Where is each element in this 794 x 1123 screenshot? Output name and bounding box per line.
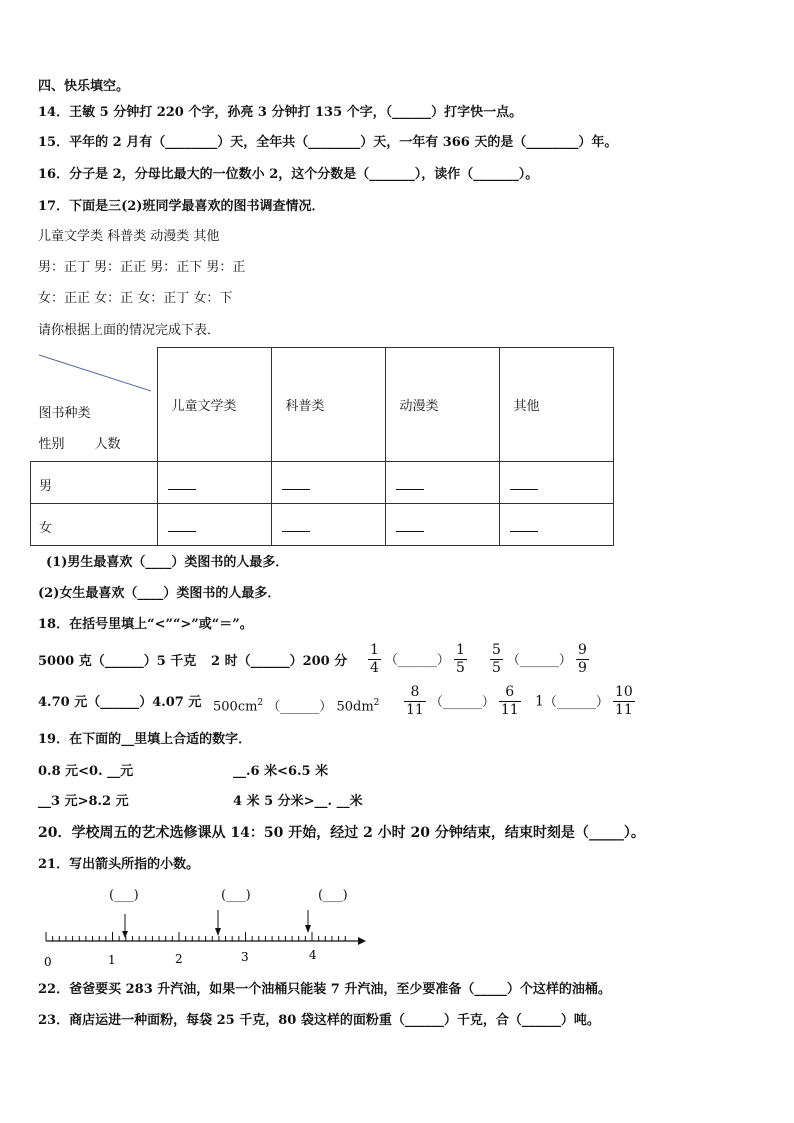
question-20: 20．学校周五的艺术选修课从 14：50 开始，经过 2 小时 20 分钟结束，结束时刻是（_____）。 <box>38 825 645 841</box>
col-header-label: 动漫类 <box>399 399 439 414</box>
q18-fraction-compare-3 <box>400 684 525 719</box>
question-19-title: 19．在下面的__里填上合适的数字． <box>38 732 252 747</box>
fraction <box>499 684 521 719</box>
denominator: 5 <box>492 660 501 676</box>
table-cell-blank[interactable] <box>157 462 271 504</box>
tick-label-2: 2 <box>175 952 183 966</box>
question-21-title: 21．写出箭头所指的小数。 <box>38 857 200 872</box>
col-header-label: 儿童文学类 <box>171 399 237 414</box>
fraction <box>454 642 467 677</box>
answer-blank <box>168 489 196 490</box>
fraction <box>613 684 635 719</box>
q17-instruction: 请你根据上面的情况完成下表． <box>38 323 221 338</box>
number-line-ticks <box>46 932 366 945</box>
col-header-2 <box>271 348 385 462</box>
row-label: 女 <box>39 521 53 536</box>
q18-item-b: 2 时（______）200 分 <box>211 654 348 669</box>
q17-categories-line: 儿童文学类 科普类 动漫类 其他 <box>38 229 220 244</box>
number-line <box>38 908 368 970</box>
answer-blank <box>510 531 538 532</box>
table-cell-blank[interactable] <box>385 504 499 546</box>
q18-fraction-compare-2 <box>486 642 593 677</box>
down-arrow-2 <box>215 910 221 936</box>
numerator: 8 <box>404 684 426 702</box>
table-cell-blank[interactable] <box>499 504 613 546</box>
area-left: 500cm <box>213 699 258 715</box>
q17-sub2: (2)女生最喜欢（____）类图书的人最多． <box>38 586 281 601</box>
answer-blank <box>282 531 310 532</box>
answer-blank <box>168 531 196 532</box>
question-17-intro: 17．下面是三(2)班同学最喜欢的图书调查情况． <box>38 199 325 214</box>
down-arrow-3 <box>305 910 311 933</box>
q19-item-a: 0.8 元<0. __元 <box>38 764 134 779</box>
header-book-type: 图书种类 <box>38 405 91 421</box>
col-header-label: 科普类 <box>285 399 325 414</box>
col-header-3 <box>385 348 499 462</box>
table-cell-blank[interactable] <box>157 504 271 546</box>
q17-girls-tally: 女：正正 女：正 女：正丁 女：下 <box>38 291 233 306</box>
answer-paren[interactable]: （______） <box>429 695 495 710</box>
denominator: 4 <box>370 660 379 676</box>
question-14: 14．王敏 5 分钟打 220 个字，孙亮 3 分钟打 135 个字，（______）打字快一点。 <box>38 105 523 120</box>
row-label-girls <box>31 504 158 546</box>
fraction <box>404 684 426 719</box>
answer-blank <box>396 489 424 490</box>
q18-item-a: 5000 克（______）5 千克 <box>38 654 197 669</box>
numerator: 10 <box>614 684 633 700</box>
down-arrow-1 <box>122 914 128 938</box>
arrow-blank-2[interactable]: (___) <box>221 888 251 903</box>
question-18-title: 18．在括号里填上“<”“>”或“＝”。 <box>38 617 253 632</box>
q18-item-d: 4.70 元（______）4.07 元 <box>38 695 202 710</box>
denominator: 11 <box>406 702 424 718</box>
tick-label-1: 1 <box>108 953 116 967</box>
table-cell-blank[interactable] <box>271 504 385 546</box>
superscript: 2 <box>373 698 380 708</box>
answer-paren[interactable]: （______） <box>267 699 333 715</box>
arrow-blank-1[interactable]: (___) <box>109 888 139 903</box>
answer-blank <box>282 489 310 490</box>
numerator: 9 <box>577 642 587 658</box>
answer-blank <box>510 489 538 490</box>
denominator: 11 <box>614 702 633 718</box>
fraction <box>490 642 503 677</box>
q19-item-c: __3 元>8.2 元 <box>38 794 129 809</box>
header-gender: 性别 <box>38 436 65 452</box>
fraction <box>576 642 589 677</box>
question-23: 23．商店运进一种面粉，每袋 25 千克，80 袋这样的面粉重（______）千克，合（______）吨。 <box>38 1013 600 1028</box>
answer-blank <box>396 531 424 532</box>
denominator: 5 <box>455 660 465 676</box>
q17-boys-tally: 男：正丁 男：正正 男：正下 男：正 <box>38 260 246 275</box>
question-16: 16．分子是 2，分母比最大的一位数小 2，这个分数是（_______），读作（_______）。 <box>38 167 539 182</box>
col-header-4 <box>499 348 613 462</box>
question-22: 22．爸爸要买 283 升汽油，如果一个油桶只能装 7 升汽油，至少要准备（_____）个这样的油桶。 <box>38 982 611 997</box>
area-right: 50dm <box>336 699 374 715</box>
q19-item-b: __.6 米<6.5 米 <box>233 764 329 779</box>
denominator: 11 <box>500 702 519 718</box>
row-label: 男 <box>39 479 53 494</box>
tick-label-0: 0 <box>44 955 52 969</box>
survey-table <box>30 347 614 546</box>
numerator: 5 <box>492 642 501 658</box>
q18-fraction-compare-4 <box>535 684 639 719</box>
tick-label-3: 3 <box>241 950 249 964</box>
fraction <box>368 642 381 677</box>
q19-item-d: 4 米 5 分米>__. __米 <box>233 794 363 809</box>
whole-number: 1 <box>535 693 544 710</box>
tick-label-4: 4 <box>309 948 317 962</box>
col-header-label: 其他 <box>513 399 540 414</box>
denominator: 9 <box>577 660 587 676</box>
col-header-1 <box>157 348 271 462</box>
q17-sub1: (1)男生最喜欢（____）类图书的人最多． <box>46 555 289 570</box>
answer-paren[interactable]: （______） <box>543 695 609 710</box>
numerator: 1 <box>455 642 465 658</box>
arrow-blank-3[interactable]: (___) <box>318 888 348 903</box>
table-cell-blank[interactable] <box>385 462 499 504</box>
question-15: 15．平年的 2 月有（________）天，全年共（________）天，一年有 366 天的是（________）年。 <box>38 135 618 150</box>
header-count: 人数 <box>94 436 121 452</box>
answer-paren[interactable]: （______） <box>384 653 450 668</box>
table-cell-blank[interactable] <box>271 462 385 504</box>
axis-arrowhead <box>358 937 366 945</box>
row-label-boys <box>31 462 158 504</box>
superscript: 2 <box>257 698 264 708</box>
q18-item-e <box>213 695 379 715</box>
numerator: 1 <box>370 642 379 658</box>
table-cell-blank[interactable] <box>499 462 613 504</box>
q18-fraction-compare-1 <box>364 642 471 677</box>
table-header-corner <box>31 348 158 462</box>
numerator: 6 <box>499 684 521 702</box>
answer-paren[interactable]: （______） <box>506 653 572 668</box>
section-title: 四、快乐填空。 <box>38 79 130 94</box>
